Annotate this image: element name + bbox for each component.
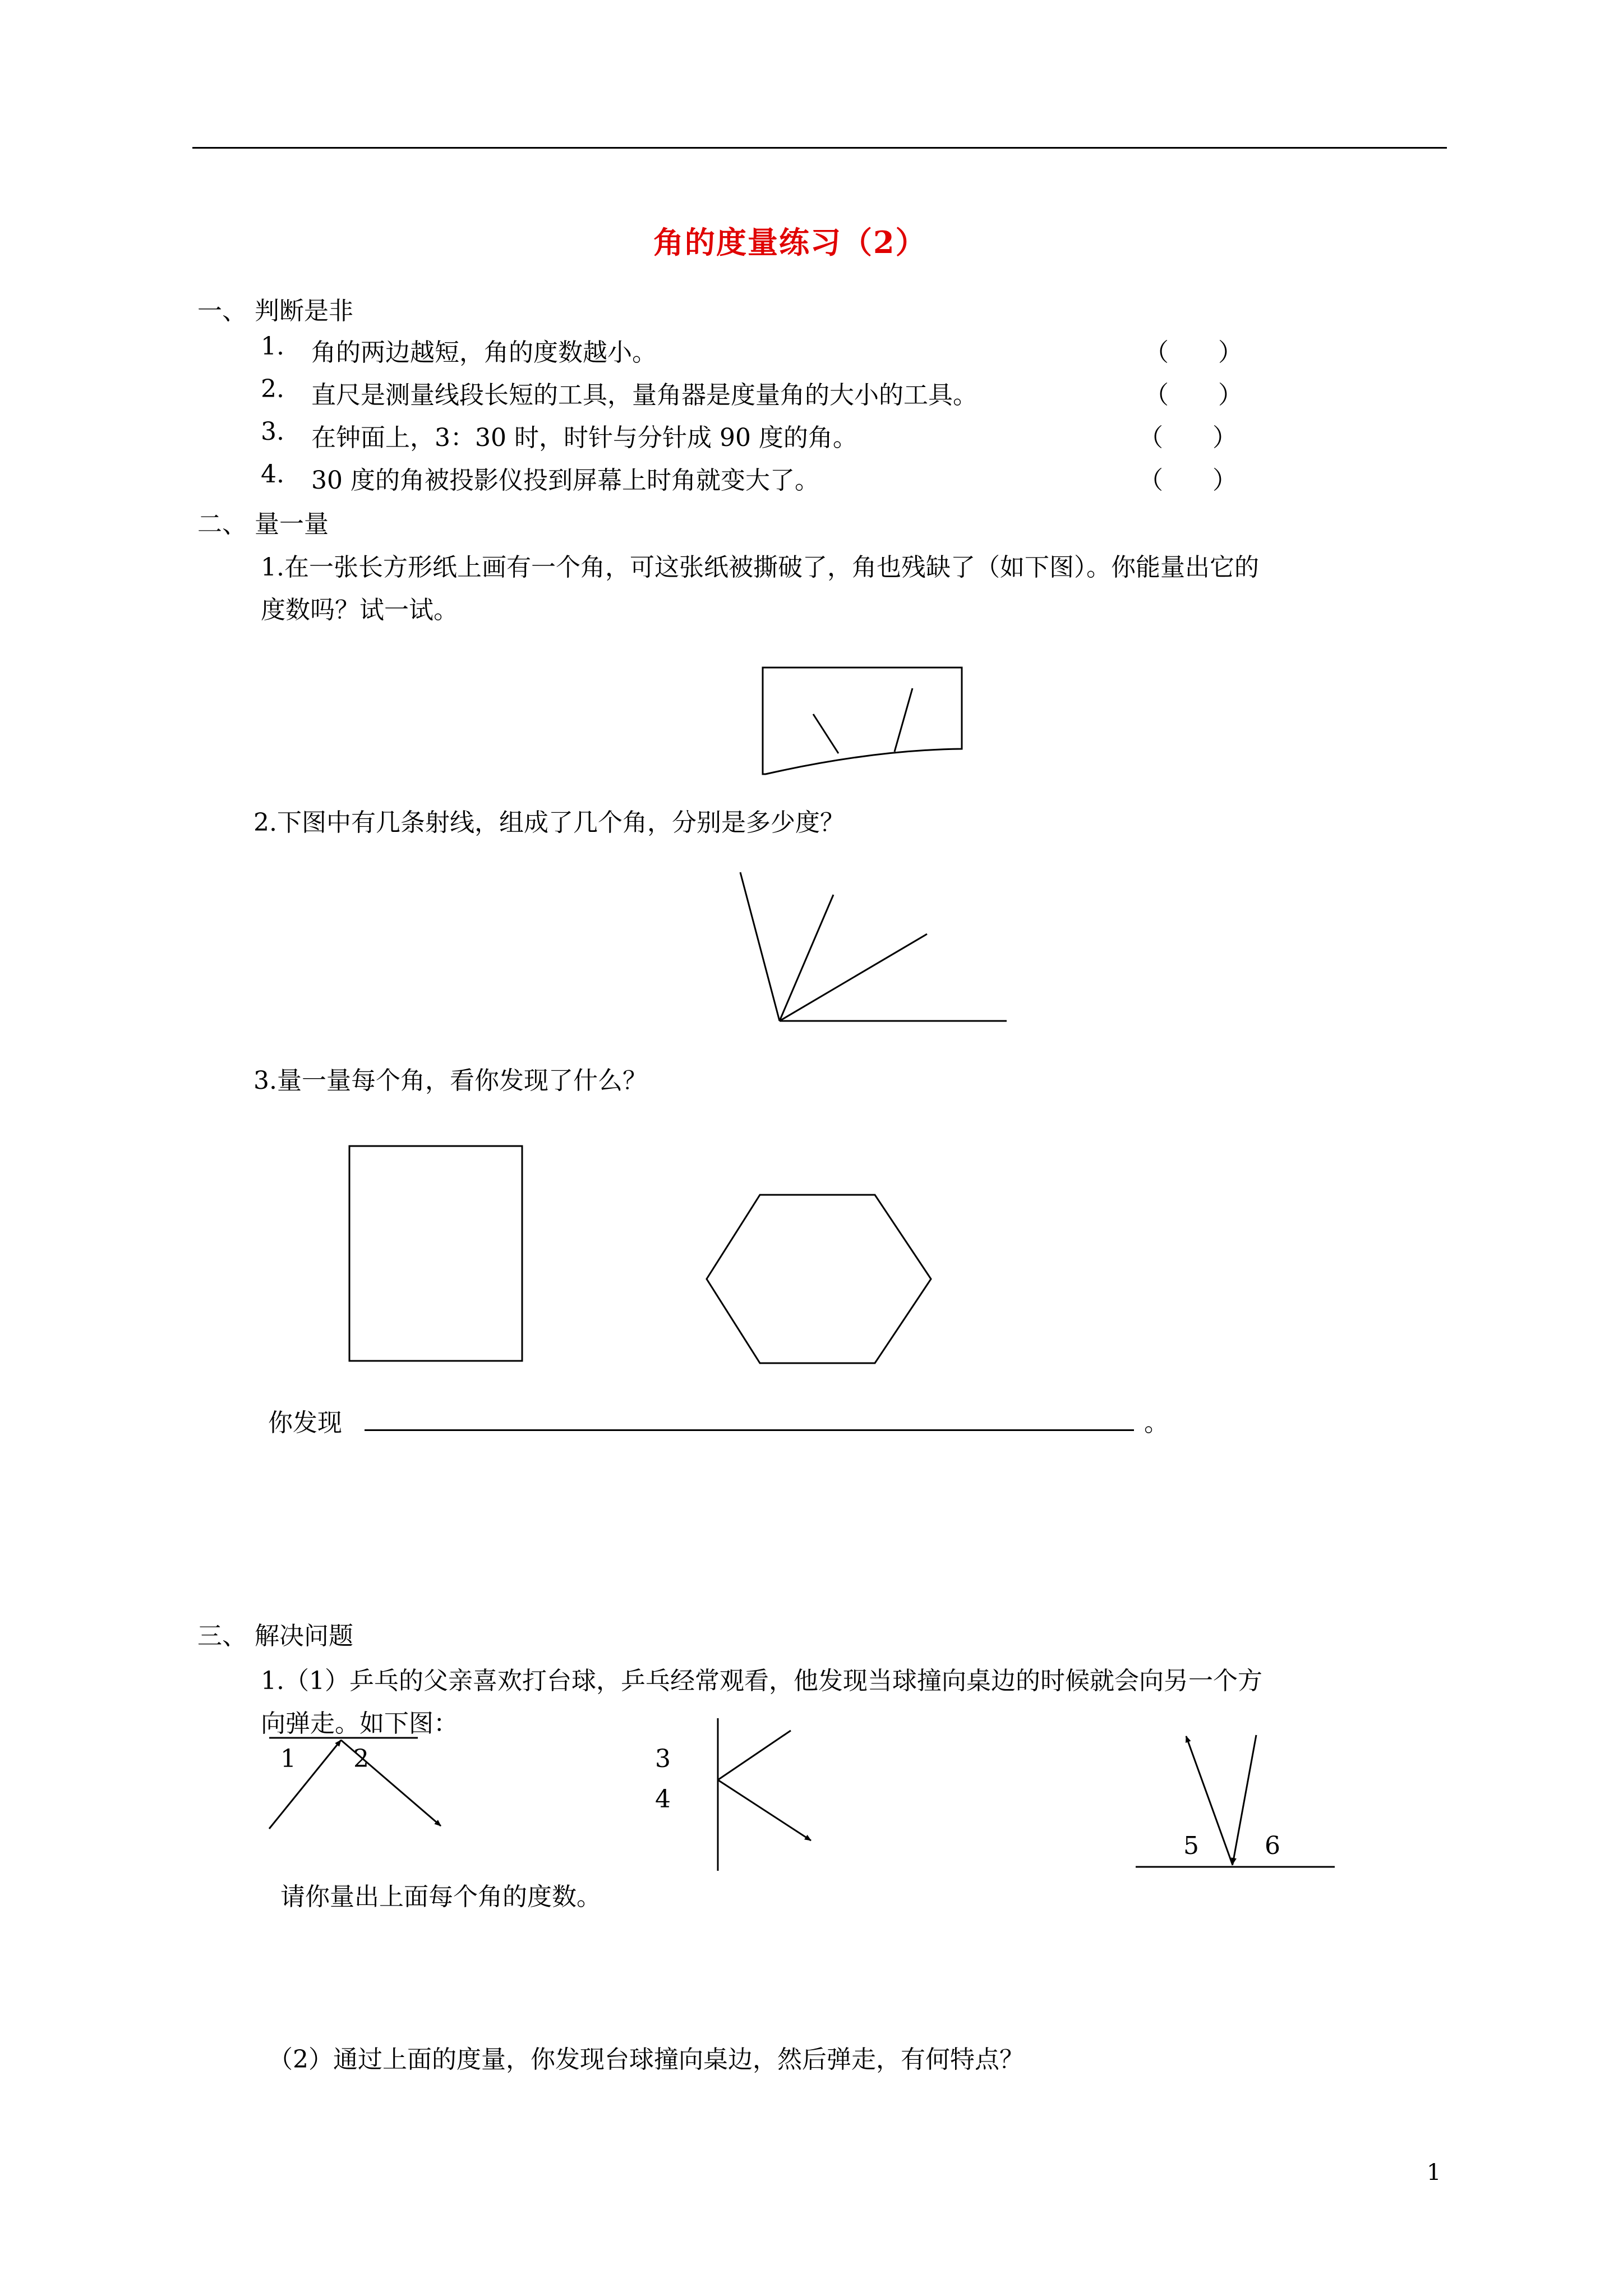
page-number: 1 — [1427, 2160, 1441, 2185]
measure-q2: 2.下图中有几条射线，组成了几个角，分别是多少度？ — [253, 808, 845, 837]
solve-q1-part2: （2）通过上面的度量，你发现台球撞向桌边，然后弹走，有何特点？ — [268, 2045, 1024, 2074]
rectangle-figure — [348, 1144, 527, 1369]
measure-q1-line2: 度数吗？试一试。 — [261, 596, 458, 624]
angle-label-1: 1 — [280, 1745, 296, 1773]
measure-q1-line1: 1.在一张长方形纸上画有一个角，可这张纸被撕破了，角也残缺了（如下图）。你能量出它的 — [261, 553, 1259, 582]
solve-q1-line2: 向弹走。如下图： — [261, 1709, 458, 1738]
judge-item-4-answer[interactable]: （ ） — [1138, 466, 1237, 495]
discover-answer-line[interactable] — [365, 1429, 1134, 1431]
page-title: 角的度量练习（2） — [653, 224, 927, 260]
section3-heading: 三、 解决问题 — [197, 1622, 353, 1650]
angle-label-2: 2 — [353, 1745, 369, 1773]
judge-item-4-text: 30 度的角被投影仪投到屏幕上时角就变大了。 — [311, 466, 819, 495]
angle-label-6: 6 — [1265, 1832, 1280, 1860]
rays-figure — [723, 867, 1015, 1029]
judge-item-2-text: 直尺是测量线段长短的工具，量角器是度量角的大小的工具。 — [311, 381, 978, 409]
measure-prompt: 请你量出上面每个角的度数。 — [280, 1883, 601, 1911]
bounce-figure-side — [707, 1714, 830, 1882]
angle-label-4: 4 — [655, 1785, 671, 1814]
solve-q1-line1: 1.（1）乒乓的父亲喜欢打台球，乒乓经常观看，他发现当球撞向桌边的时候就会向另一个方 — [261, 1667, 1262, 1695]
section2-heading: 二、 量一量 — [197, 510, 329, 539]
torn-paper-figure — [760, 665, 967, 777]
judge-item-2-number: 2. — [261, 375, 284, 403]
discover-end: 。 — [1144, 1409, 1169, 1437]
judge-item-1-answer[interactable]: （ ） — [1144, 338, 1243, 367]
discover-label: 你发现 — [268, 1409, 342, 1437]
hexagon-figure — [704, 1192, 934, 1372]
judge-item-4-number: 4. — [261, 460, 284, 489]
judge-item-3-answer[interactable]: （ ） — [1138, 424, 1237, 452]
measure-q3: 3.量一量每个角，看你发现了什么？ — [253, 1066, 647, 1095]
judge-item-3-number: 3. — [261, 417, 284, 446]
judge-item-1-text: 角的两边越短，角的度数越小。 — [311, 338, 657, 367]
header-rule — [192, 147, 1447, 149]
angle-label-5: 5 — [1183, 1832, 1199, 1860]
judge-item-2-answer[interactable]: （ ） — [1144, 381, 1243, 409]
bounce-figure-bottom — [1130, 1725, 1338, 1876]
section1-heading: 一、 判断是非 — [197, 297, 353, 325]
judge-item-3-text: 在钟面上，3：30 时，时针与分针成 90 度的角。 — [311, 424, 857, 452]
judge-item-1-number: 1. — [261, 332, 284, 361]
angle-label-3: 3 — [655, 1745, 671, 1773]
